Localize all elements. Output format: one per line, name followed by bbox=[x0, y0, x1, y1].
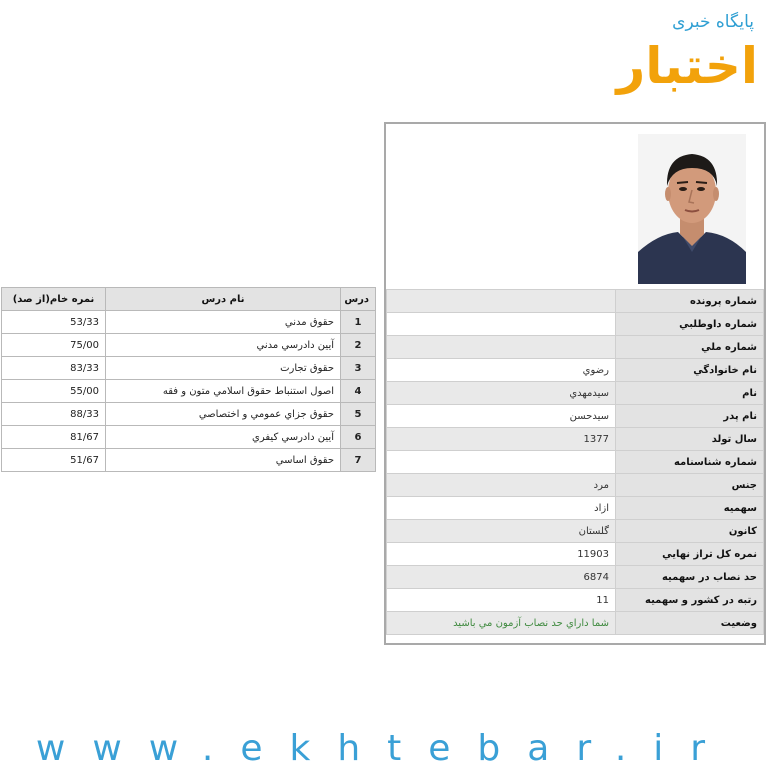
status-message: شما داراي حد نصاب آزمون مي باشيد bbox=[387, 612, 616, 635]
info-value: 11 bbox=[387, 589, 616, 612]
info-label: حد نصاب در سهميه bbox=[616, 566, 764, 589]
info-row bbox=[387, 497, 764, 520]
info-value: 6874 bbox=[387, 566, 616, 589]
info-value: سيدمهدي bbox=[387, 382, 616, 405]
info-row bbox=[387, 382, 764, 405]
course-number: 2 bbox=[341, 334, 376, 357]
info-label: كانون bbox=[616, 520, 764, 543]
table-row bbox=[2, 334, 376, 357]
info-value: 1377 bbox=[387, 428, 616, 451]
course-score: 55/00 bbox=[2, 380, 106, 403]
photo-area bbox=[386, 124, 764, 289]
info-value bbox=[387, 451, 616, 474]
course-number: 5 bbox=[341, 403, 376, 426]
candidate-info-panel bbox=[384, 122, 766, 645]
table-row bbox=[2, 403, 376, 426]
info-row bbox=[387, 543, 764, 566]
course-name: حقوق تجارت bbox=[106, 357, 341, 380]
course-name: اصول استنباط حقوق اسلامي متون و فقه bbox=[106, 380, 341, 403]
grades-table bbox=[1, 287, 376, 472]
course-score: 75/00 bbox=[2, 334, 106, 357]
table-row bbox=[2, 449, 376, 472]
info-row bbox=[387, 474, 764, 497]
info-label: نام bbox=[616, 382, 764, 405]
table-row bbox=[2, 426, 376, 449]
info-value bbox=[387, 313, 616, 336]
course-name: حقوق جزاي عمومي و اختصاصي bbox=[106, 403, 341, 426]
info-label: سهميه bbox=[616, 497, 764, 520]
info-value bbox=[387, 336, 616, 359]
info-row bbox=[387, 290, 764, 313]
course-number: 7 bbox=[341, 449, 376, 472]
info-row bbox=[387, 589, 764, 612]
header-num: درس bbox=[341, 288, 376, 311]
course-name: آيين دادرسي مدني bbox=[106, 334, 341, 357]
header-name: نام درس bbox=[106, 288, 341, 311]
info-value: 11903 bbox=[387, 543, 616, 566]
info-value: گلستان bbox=[387, 520, 616, 543]
course-number: 3 bbox=[341, 357, 376, 380]
candidate-info-table bbox=[386, 289, 764, 635]
course-number: 1 bbox=[341, 311, 376, 334]
site-logo bbox=[608, 6, 758, 106]
info-label: نام خانوادگي bbox=[616, 359, 764, 382]
course-score: 83/33 bbox=[2, 357, 106, 380]
info-label: شماره شناسنامه bbox=[616, 451, 764, 474]
course-number: 6 bbox=[341, 426, 376, 449]
info-row bbox=[387, 359, 764, 382]
info-row bbox=[387, 428, 764, 451]
table-row bbox=[2, 380, 376, 403]
course-score: 51/67 bbox=[2, 449, 106, 472]
course-name: حقوق مدني bbox=[106, 311, 341, 334]
info-value: رضوي bbox=[387, 359, 616, 382]
info-label: رتبه در كشور و سهميه bbox=[616, 589, 764, 612]
info-row bbox=[387, 520, 764, 543]
info-value: مرد bbox=[387, 474, 616, 497]
info-label: جنس bbox=[616, 474, 764, 497]
header-score: نمره خام(از صد) bbox=[2, 288, 106, 311]
table-row bbox=[2, 311, 376, 334]
info-value bbox=[387, 290, 616, 313]
course-name: حقوق اساسي bbox=[106, 449, 341, 472]
info-value: سيدحسن bbox=[387, 405, 616, 428]
info-label: شماره داوطلبي bbox=[616, 313, 764, 336]
info-row-status bbox=[387, 612, 764, 635]
info-label: شماره ملي bbox=[616, 336, 764, 359]
info-label: سال تولد bbox=[616, 428, 764, 451]
logo-subtitle: پایگاه خبری bbox=[672, 12, 754, 32]
info-row bbox=[387, 336, 764, 359]
info-row bbox=[387, 313, 764, 336]
table-row bbox=[2, 357, 376, 380]
course-score: 53/33 bbox=[2, 311, 106, 334]
info-value: ازاد bbox=[387, 497, 616, 520]
course-score: 88/33 bbox=[2, 403, 106, 426]
grades-header-row bbox=[2, 288, 376, 311]
info-label: شماره پرونده bbox=[616, 290, 764, 313]
info-row bbox=[387, 566, 764, 589]
info-label: نمره كل تراز نهايي bbox=[616, 543, 764, 566]
logo-title: اختبار bbox=[616, 37, 758, 95]
course-number: 4 bbox=[341, 380, 376, 403]
info-row bbox=[387, 451, 764, 474]
info-label: وضعيت bbox=[616, 612, 764, 635]
info-label: نام پدر bbox=[616, 405, 764, 428]
course-name: آيين دادرسي كيفري bbox=[106, 426, 341, 449]
info-row bbox=[387, 405, 764, 428]
site-url: www.ekhtebar.ir bbox=[35, 728, 733, 769]
course-score: 81/67 bbox=[2, 426, 106, 449]
candidate-photo bbox=[638, 134, 746, 284]
